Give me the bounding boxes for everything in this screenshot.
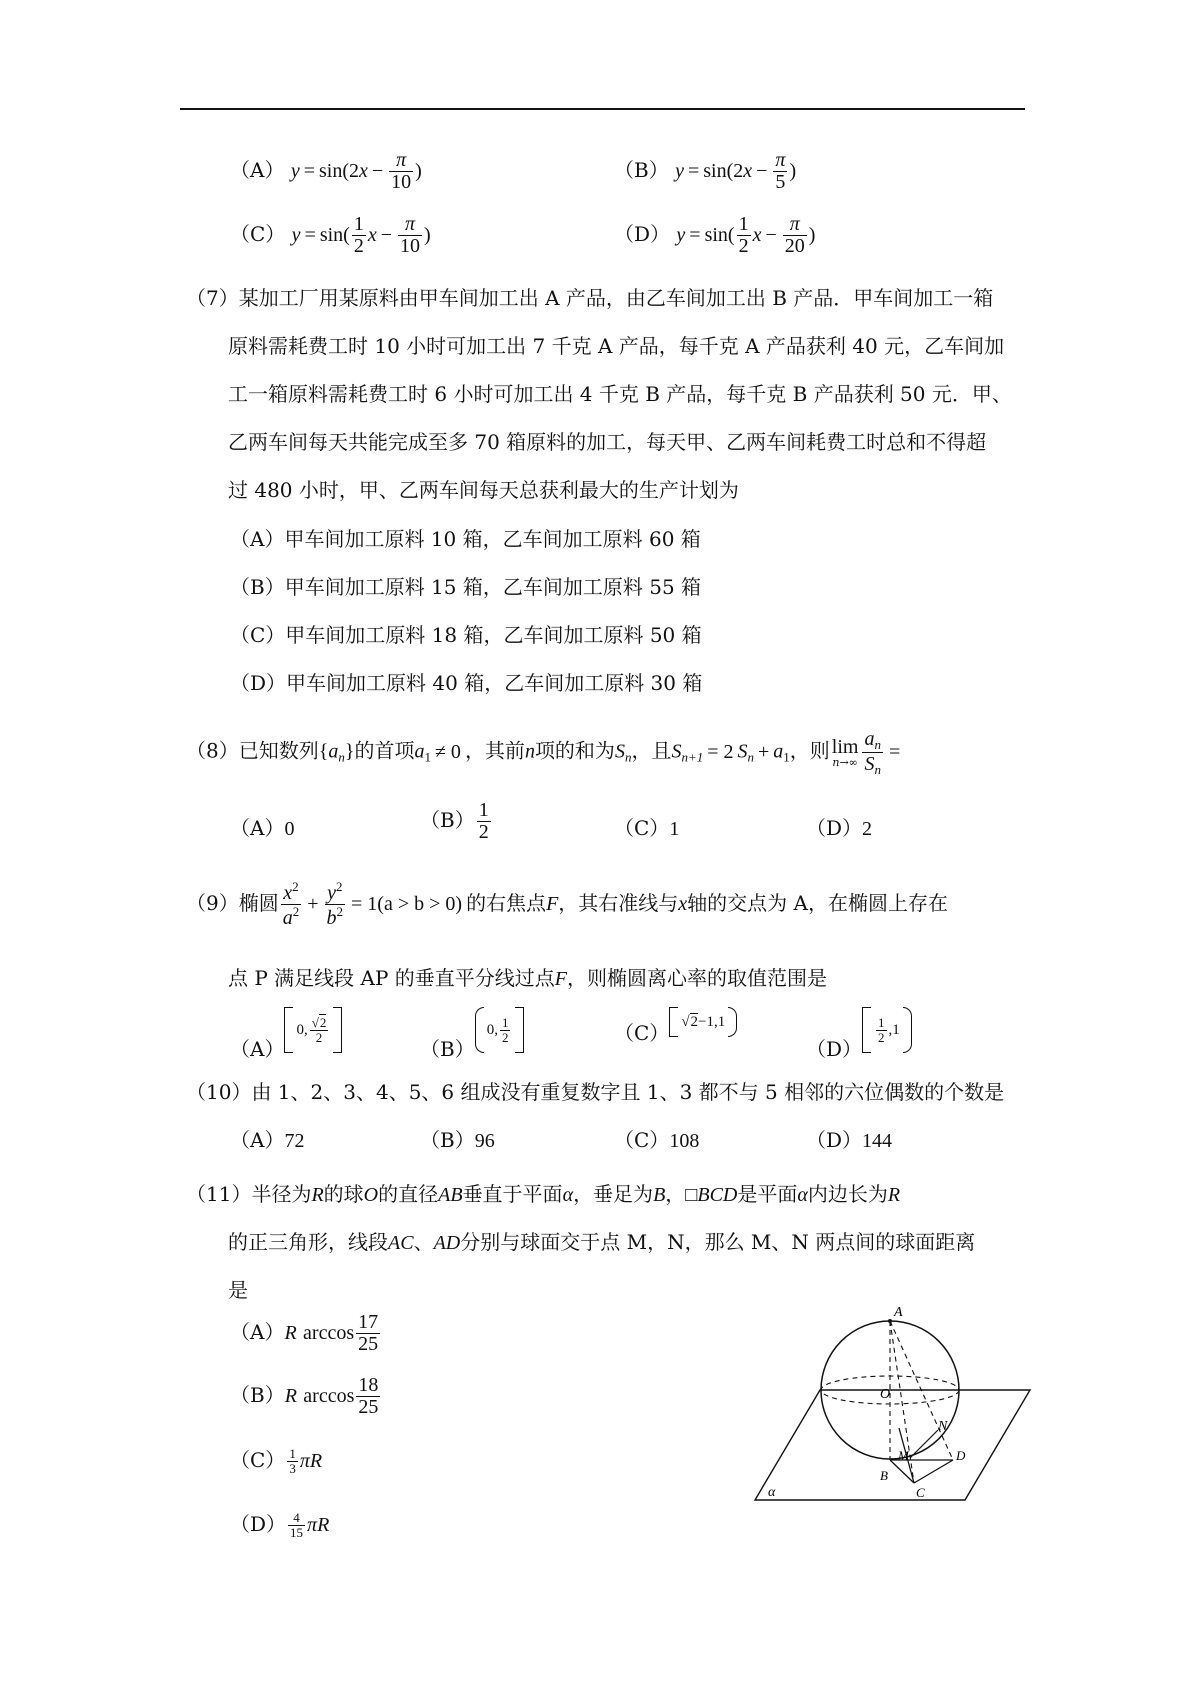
q10-option-a[interactable]: （A）72 xyxy=(230,1128,305,1152)
q7-line-3: 工一箱原料需耗费工时 6 小时可加工出 4 千克 B 产品，每千克 B 产品获利 50 元．甲、 xyxy=(228,382,1012,406)
q7-line-2: 原料需耗费工时 10 小时可加工出 7 千克 A 产品，每千克 A 产品获利 40 元，乙车间加 xyxy=(228,334,1005,358)
q10-option-d[interactable]: （D）144 xyxy=(806,1128,893,1152)
q8-option-d[interactable]: （D）2 xyxy=(806,816,873,840)
q11-option-b[interactable]: （B）R arccos $\frac{18}{25}$ xyxy=(230,1374,379,1418)
q11-stem-line-1: （11）半径为R的球O的直径AB垂直于平面α，垂足为B，□BCD是平面α内边长为R xyxy=(186,1182,901,1206)
q7-option-d[interactable]: （D）甲车间加工原料 40 箱，乙车间加工原料 30 箱 xyxy=(230,671,703,695)
q6-option-d[interactable]: （D） y = sin( $\frac{1}{2}$ x − $\frac{\pi}{20}$ ) xyxy=(614,213,816,257)
q9-stem-line-1: （9）椭圆 $\frac{x^2}{a^2}$ + $\frac{y^2}{b^2}$ = 1(a > b > 0) 的右焦点F，其右准线与x轴的交点为 A，在椭圆上存在 xyxy=(186,879,948,929)
segment-cd xyxy=(914,1460,953,1483)
point-a xyxy=(888,1319,892,1323)
q10-stem: （10）由 1、2、3、4、5、6 组成没有重复数字且 1、3 都不与 5 相邻的六位偶数的个数是 xyxy=(186,1080,1005,1104)
q7-option-a[interactable]: （A）甲车间加工原料 10 箱，乙车间加工原料 60 箱 xyxy=(230,527,701,551)
q10-option-c[interactable]: （C）108 xyxy=(614,1128,700,1152)
q8-option-c[interactable]: （C）1 xyxy=(614,816,680,840)
label-n: N xyxy=(938,1419,948,1434)
label-b: B xyxy=(880,1468,888,1483)
label-a: A xyxy=(894,1305,903,1320)
q11-option-d[interactable]: （D） $\frac{4}{15}$ πR xyxy=(230,1510,330,1540)
q11-option-a[interactable]: （A）R arccos $\frac{17}{25}$ xyxy=(230,1311,379,1355)
q7-line-4: 乙两车间每天共能完成至多 70 箱原料的加工，每天甲、乙两车间耗费工时总和不得超 xyxy=(228,430,987,454)
label-c: C xyxy=(916,1485,925,1500)
q11-stem-line-2: 的正三角形，线段AC、AD分别与球面交于点 M，N，那么 M、N 两点间的球面距离 xyxy=(228,1230,976,1254)
q9-option-d[interactable]: （D） $\frac{1}{2}$ ,1 xyxy=(806,1007,912,1062)
q9-option-c[interactable]: （C） √ 2 −1,1 xyxy=(614,1007,737,1046)
q6-option-b[interactable]: （B） y = sin(2x − $\frac{\pi}{5}$ ) xyxy=(614,149,797,193)
q10-option-b[interactable]: （B）96 xyxy=(420,1128,495,1152)
sphere-plane-figure xyxy=(740,1300,1040,1520)
q11-option-c[interactable]: （C） $\frac{1}{3}$ πR xyxy=(230,1446,323,1476)
header-rule xyxy=(180,108,1025,110)
q6-option-c[interactable]: （C） y = sin( $\frac{1}{2}$ x − $\frac{\pi}{10}$ ) xyxy=(230,213,431,257)
q7-line-1: （7）某加工厂用某原料由甲车间加工出 A 产品，由乙车间加工出 B 产品．甲车间加工一箱 xyxy=(186,286,994,310)
q8-option-b[interactable]: （B） $\frac{1}{2}$ xyxy=(420,799,489,843)
q8-stem: （8）已知数列$\{a_n\}$的首项$a_1 \ne 0$ ，其前n项的和为$S_n$，且$S_{n+1} = 2$ $S_n + a_1$，则 lim n→∞ $\frac{a_n}{S_n}$ = xyxy=(186,728,901,777)
q7-option-b[interactable]: （B）甲车间加工原料 15 箱，乙车间加工原料 55 箱 xyxy=(230,575,702,599)
q6-option-a[interactable]: （A） y = sin(2x − $\frac{\pi}{10}$ ) xyxy=(230,149,422,193)
q7-option-c[interactable]: （C）甲车间加工原料 18 箱，乙车间加工原料 50 箱 xyxy=(230,623,702,647)
q9-stem-line-2: 点 P 满足线段 AP 的垂直平分线过点F，则椭圆离心率的取值范围是 xyxy=(228,966,828,990)
label-d: D xyxy=(956,1448,966,1463)
q9-option-a[interactable]: （A） 0, $\frac{√2}{2}$ xyxy=(230,1007,342,1062)
label-alpha: α xyxy=(768,1485,776,1500)
label-o: O xyxy=(880,1387,891,1402)
q8-option-a[interactable]: （A）0 xyxy=(230,816,295,840)
q9-option-b[interactable]: （B） 0, $\frac{1}{2}$ xyxy=(420,1007,524,1062)
q7-line-5: 过 480 小时，甲、乙两车间每天总获利最大的生产计划为 xyxy=(228,478,739,502)
q11-stem-line-3: 是 xyxy=(228,1278,248,1302)
label-m: M xyxy=(898,1448,909,1463)
